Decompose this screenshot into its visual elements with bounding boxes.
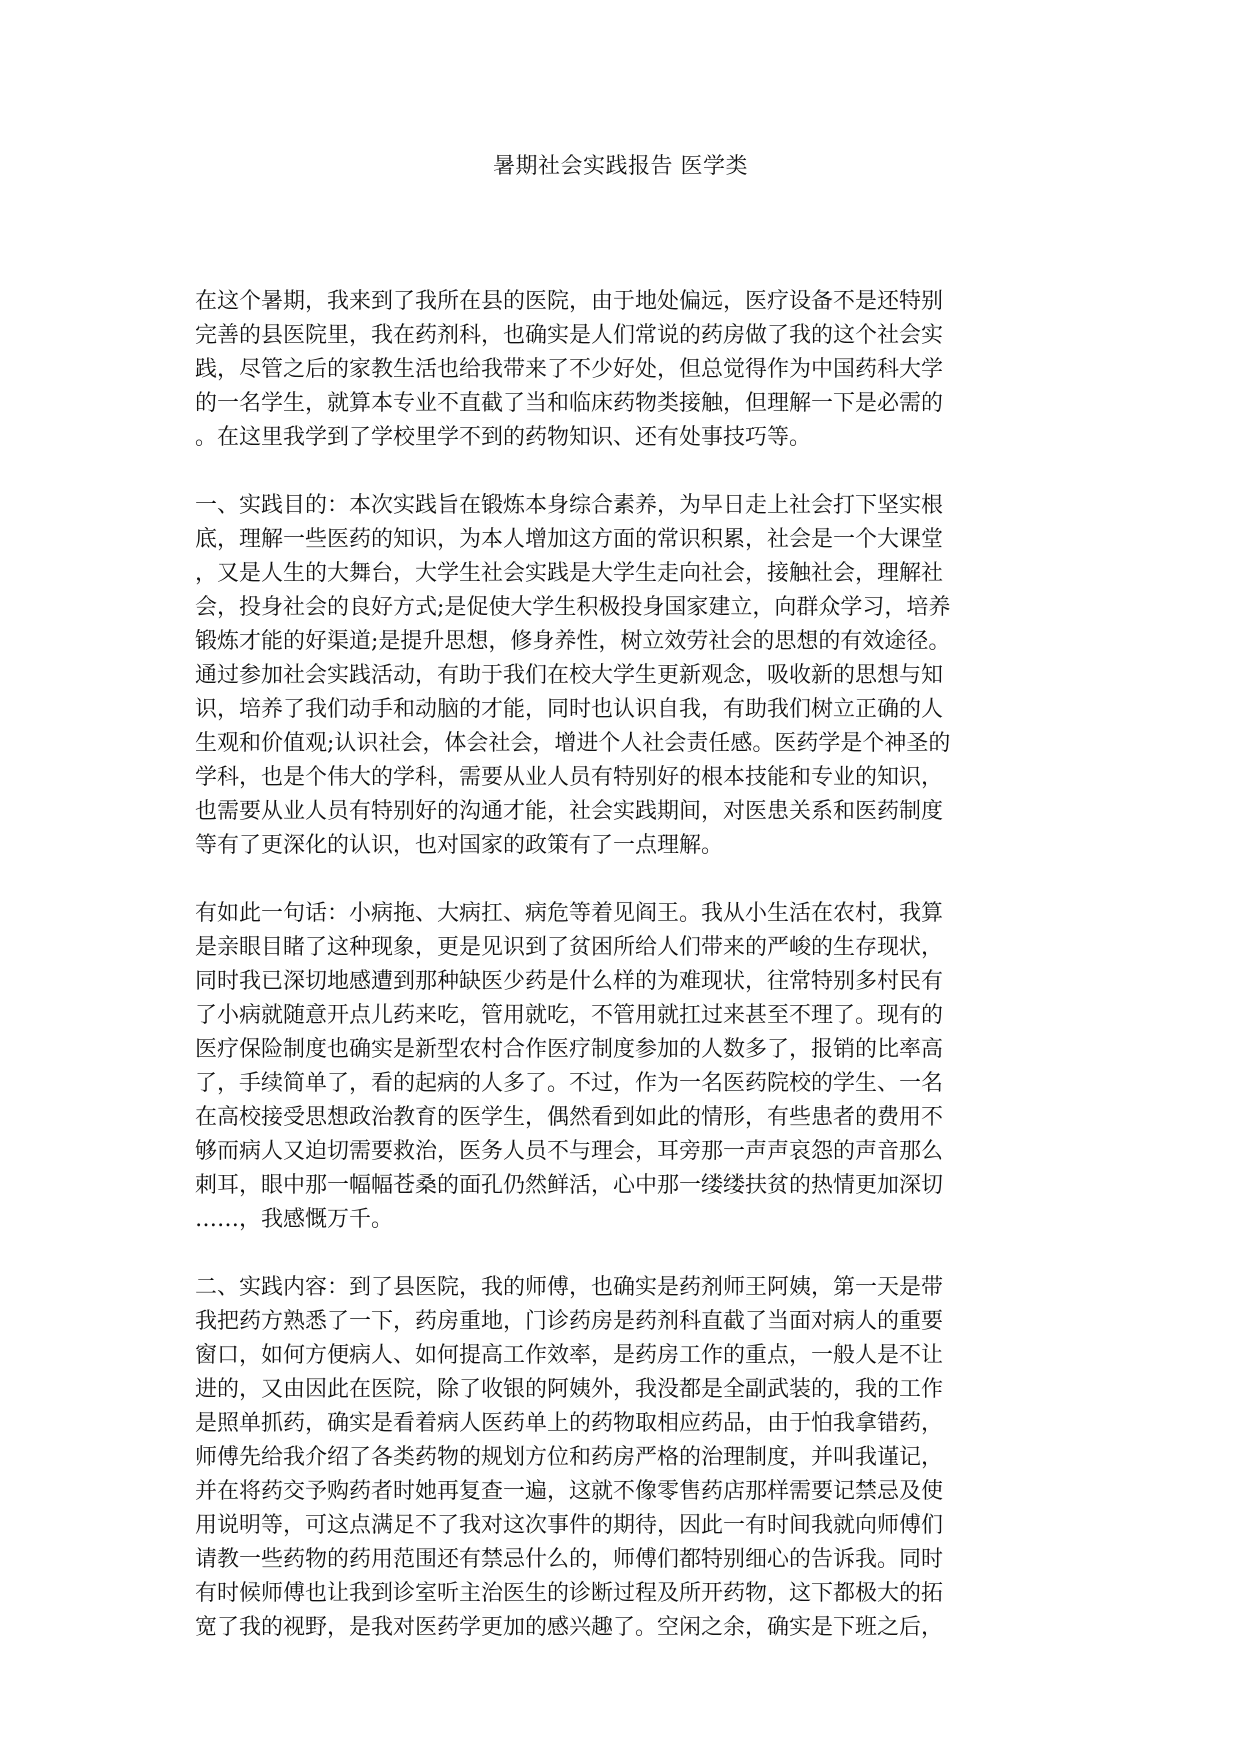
paragraph-line: 有如此一句话：小病拖、大病扛、病危等着见阎王。我从小生活在农村，我算 [195,901,944,926]
paragraph-line: 生观和价值观;认识社会，体会社会，增进个人社会责任感。医药学是个神圣的 [195,731,951,756]
document-title: 暑期社会实践报告 医学类 [493,154,748,179]
paragraph-line: 识，培养了我们动手和动脑的才能，同时也认识自我，有助我们树立正确的人 [195,697,944,722]
paragraph-line: 。在这里我学到了学校里学不到的药物知识、还有处事技巧等。 [195,425,812,450]
paragraph-line: 是照单抓药，确实是看着病人医药单上的药物取相应药品，由于怕我拿错药， [195,1411,944,1436]
paragraph [195,285,1055,455]
paragraph-line: 二、实践内容：到了县医院，我的师傅，也确实是药剂师王阿姨，第一天是带 [195,1275,944,1300]
paragraph-line: 锻炼才能的好渠道;是提升思想，修身养性，树立效劳社会的思想的有效途径。 [195,629,951,654]
paragraph-line: 医疗保险制度也确实是新型农村合作医疗制度参加的人数多了，报销的比率高 [195,1037,944,1062]
paragraph-line: 宽了我的视野，是我对医药学更加的感兴趣了。空闲之余，确实是下班之后， [195,1615,944,1640]
paragraph-line: 师傅先给我介绍了各类药物的规划方位和药房严格的治理制度，并叫我谨记， [195,1445,944,1470]
paragraph-line: ……，我感慨万千。 [195,1207,394,1232]
paragraph-line: 学科，也是个伟大的学科，需要从业人员有特别好的根本技能和专业的知识， [195,765,944,790]
paragraph-line: 窗口，如何方便病人、如何提高工作效率，是药房工作的重点，一般人是不让 [195,1343,944,1368]
paragraph-line: 践，尽管之后的家教生活也给我带来了不少好处，但总觉得作为中国药科大学 [195,357,944,382]
paragraph-line: 用说明等，可这点满足不了我对这次事件的期待，因此一有时间我就向师傅们 [195,1513,944,1538]
paragraph-line: 并在将药交予购药者时她再复查一遍，这就不像零售药店那样需要记禁忌及使 [195,1479,944,1504]
paragraph-line: 在这个暑期，我来到了我所在县的医院，由于地处偏远，医疗设备不是还特别 [195,289,944,314]
paragraph-line: 的一名学生，就算本专业不直截了当和临床药物类接触，但理解一下是必需的 [195,391,944,416]
paragraph-line: 是亲眼目睹了这种现象，更是见识到了贫困所给人们带来的严峻的生存现状， [195,935,944,960]
paragraph-line: 同时我已深切地感遭到那种缺医少药是什么样的为难现状，往常特别多村民有 [195,969,944,994]
paragraph-line: 请教一些药物的药用范围还有禁忌什么的，师傅们都特别细心的告诉我。同时 [195,1547,944,1572]
paragraph-line: 了小病就随意开点儿药来吃，管用就吃，不管用就扛过来甚至不理了。现有的 [195,1003,944,1028]
paragraph-line: 我把药方熟悉了一下，药房重地，门诊药房是药剂科直截了当面对病人的重要 [195,1309,944,1334]
paragraph-line: 进的，又由因此在医院，除了收银的阿姨外，我没都是全副武装的，我的工作 [195,1377,944,1402]
paragraph [195,489,1055,863]
paragraph-line: 也需要从业人员有特别好的沟通才能，社会实践期间，对医患关系和医药制度 [195,799,944,824]
paragraph-line: 在高校接受思想政治教育的医学生，偶然看到如此的情形，有些患者的费用不 [195,1105,944,1130]
paragraph-line: ，又是人生的大舞台，大学生社会实践是大学生走向社会，接触社会，理解社 [195,561,944,586]
paragraph-line: 等有了更深化的认识，也对国家的政策有了一点理解。 [195,833,724,858]
paragraph-line: 有时候师傅也让我到诊室听主治医生的诊断过程及所开药物，这下都极大的拓 [195,1581,944,1606]
paragraph-line: 会，投身社会的良好方式;是促使大学生积极投身国家建立，向群众学习，培养 [195,595,951,620]
paragraph-line: 一、实践目的：本次实践旨在锻炼本身综合素养，为早日走上社会打下坚实根 [195,493,944,518]
paragraph-line: 完善的县医院里，我在药剂科，也确实是人们常说的药房做了我的这个社会实 [195,323,944,348]
paragraph-line: 刺耳，眼中那一幅幅苍桑的面孔仍然鲜活，心中那一缕缕扶贫的热情更加深切 [195,1173,944,1198]
document-body [195,285,1055,1679]
paragraph-line: 够而病人又迫切需要救治，医务人员不与理会，耳旁那一声声哀怨的声音那么 [195,1139,944,1164]
paragraph-line: 底，理解一些医药的知识，为本人增加这方面的常识积累，社会是一个大课堂 [195,527,944,552]
paragraph-line: 了，手续简单了，看的起病的人多了。不过，作为一名医药院校的学生、一名 [195,1071,944,1096]
paragraph [195,1271,1055,1645]
paragraph [195,897,1055,1237]
paragraph-line: 通过参加社会实践活动，有助于我们在校大学生更新观念，吸收新的思想与知 [195,663,944,688]
